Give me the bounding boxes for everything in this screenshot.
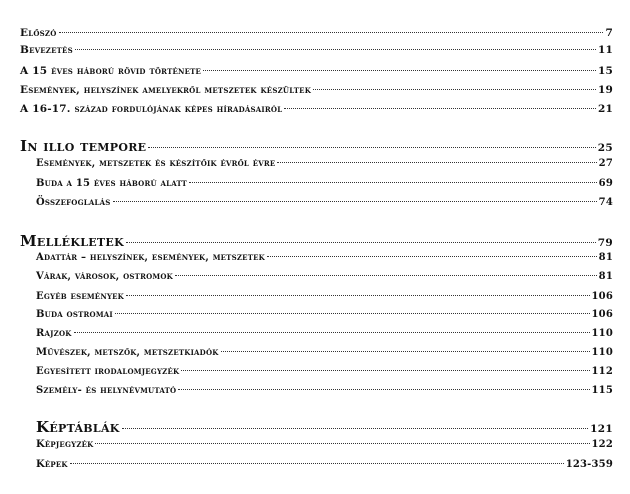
dot-leader: [203, 70, 596, 71]
toc-entry-title: Adattár – helyszínek, események, metszetek: [36, 252, 265, 263]
toc-entry-adattar: [36, 252, 613, 263]
toc-entry-bevezetes: [20, 44, 613, 56]
toc-section-title: Képtáblák: [36, 418, 120, 436]
dot-leader: [267, 256, 597, 257]
toc-entry-muveszek: [36, 347, 613, 358]
toc-entry-page: 15: [597, 65, 613, 77]
toc-entry-page: 123-359: [565, 459, 613, 470]
toc-entry-page: 27: [598, 158, 613, 169]
toc-entry-page: 110: [591, 328, 613, 339]
toc-entry-page: 115: [591, 385, 613, 396]
dot-leader: [178, 389, 589, 390]
toc-entry-title: Képek: [36, 459, 68, 470]
toc-entry-page: 11: [597, 44, 613, 56]
toc-entry-page: 7: [605, 27, 613, 39]
toc-entry-page: 112: [591, 366, 613, 377]
toc-entry-title: Buda ostromai: [36, 309, 113, 320]
toc-entry-kepes-hiradasok: [20, 103, 613, 115]
dot-leader: [95, 443, 589, 444]
toc-entry-kepek: [36, 459, 613, 470]
toc-entry-title: Egyéb események: [36, 291, 124, 302]
toc-entry-buda-haboru-alatt: [36, 178, 613, 189]
toc-entry-eloszo: [20, 27, 613, 39]
dot-leader: [181, 370, 589, 371]
toc-entry-haboru-tortenete: [20, 65, 613, 77]
toc-entry-buda-ostromai: [36, 309, 613, 320]
toc-entry-page: 81: [598, 252, 613, 263]
toc-section-title: Mellékletek: [20, 232, 124, 250]
toc-entry-title: Egyesített irodalomjegyzék: [36, 366, 180, 377]
toc-entry-title: Várak, városok, ostromok: [36, 271, 173, 282]
toc-entry-esemenyek-helyszinek: [20, 84, 613, 96]
toc-entry-title: Események, helyszínek amelyekről metszetek készültek: [20, 84, 311, 96]
dot-leader: [175, 275, 597, 276]
toc-entry-nevmutato: [36, 385, 613, 396]
toc-entry-title: Képjegyzék: [36, 439, 94, 450]
toc-entry-title: Művészek, metszők, metszetkiadók: [36, 347, 219, 358]
dot-leader: [126, 242, 596, 243]
dot-leader: [113, 201, 597, 202]
toc-entry-page: 106: [591, 309, 613, 320]
toc-section-page: 79: [597, 237, 613, 249]
toc-entry-title: Összefoglalás: [36, 197, 111, 208]
dot-leader: [148, 147, 595, 148]
toc-entry-title: A 16-17. század fordulójának képes híradásairól: [20, 103, 283, 115]
toc-section-keptablak: [36, 418, 613, 436]
toc-entry-page: 122: [591, 439, 613, 450]
toc-section-page: 25: [597, 142, 613, 154]
toc-section-in-illo-tempore: [20, 137, 613, 155]
toc-entry-osszefoglalas: [36, 197, 613, 208]
toc-entry-page: 110: [591, 347, 613, 358]
dot-leader: [75, 49, 596, 50]
dot-leader: [189, 182, 597, 183]
toc-entry-page: 74: [598, 197, 613, 208]
toc-entry-title: Előszó: [20, 27, 57, 39]
toc-section-page: 121: [590, 423, 613, 435]
toc-entry-egyeb-esemenyek: [36, 291, 613, 302]
toc-entry-page: 69: [598, 178, 613, 189]
toc-entry-title: Események, metszetek és készítőik évről évre: [36, 158, 276, 169]
dot-leader: [122, 428, 589, 429]
dot-leader: [277, 162, 596, 163]
dot-leader: [59, 32, 604, 33]
toc-entry-title: Személy- és helynévmutató: [36, 385, 177, 396]
toc-entry-page: 21: [597, 103, 613, 115]
toc-entry-kepjegyzek: [36, 439, 613, 450]
toc-entry-page: 106: [591, 291, 613, 302]
dot-leader: [221, 351, 590, 352]
dot-leader: [70, 463, 564, 464]
dot-leader: [115, 313, 590, 314]
toc-entry-title: A 15 éves háború rövid története: [20, 65, 202, 77]
toc-entry-evrol-evre: [36, 158, 613, 169]
toc-entry-title: Rajzok: [36, 328, 72, 339]
toc-entry-irodalomjegyzek: [36, 366, 613, 377]
toc-entry-page: 81: [598, 271, 613, 282]
toc-entry-page: 19: [597, 84, 613, 96]
toc-section-title: In illo tempore: [20, 137, 147, 155]
toc-entry-varak-varosok: [36, 271, 613, 282]
dot-leader: [126, 295, 590, 296]
dot-leader: [313, 89, 596, 90]
toc-entry-title: Buda a 15 éves háború alatt: [36, 178, 188, 189]
toc-section-mellekletek: [20, 232, 613, 250]
dot-leader: [284, 108, 596, 109]
toc-entry-title: Bevezetés: [20, 44, 73, 56]
dot-leader: [74, 332, 590, 333]
toc-entry-rajzok: [36, 328, 613, 339]
